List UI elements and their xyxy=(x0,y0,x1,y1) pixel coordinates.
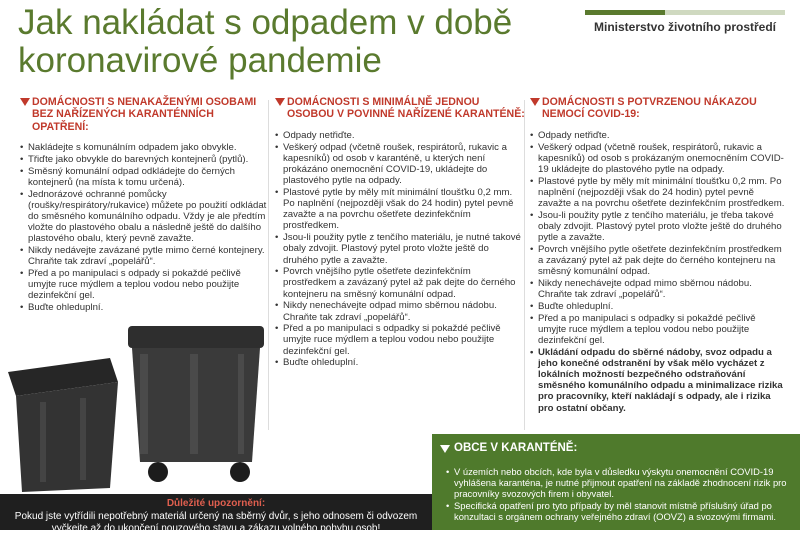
list-item: • Nikdy nenechávejte odpad mimo sběrnou nádobu. Chraňte tak zdraví „popelářů“. xyxy=(530,278,785,300)
municipalities-quarantine-box xyxy=(432,434,800,530)
title-line-1: Jak nakládat s odpadem v době xyxy=(18,3,513,42)
box-heading: OBCE V KARANTÉNĚ: xyxy=(440,442,577,454)
ministry-accent-bar xyxy=(585,10,785,15)
notice-text: Pokud jste vytřídili nepotřebný materiál určený na sběrný dvůr, s jeho odnosem či odvozem vyčkejte až do ukončení nouzového stavu a zákazu volného pohybu osob! xyxy=(14,510,418,534)
list-item: • Jsou-li použity pytle z tenčího materiálu, je nutné takové obaly zdvojit. Plastový pytel proto vložte ještě do druhého pytle a zavažte. xyxy=(275,232,525,266)
instruction-list xyxy=(530,130,785,414)
list-item: • Třiďte jako obvykle do barevných kontejnerů (pytlů). xyxy=(20,154,270,165)
notice-title: Důležité upozornění: xyxy=(166,498,266,509)
waste-bins-illustration xyxy=(0,312,280,492)
list-item: • Specifická opatření pro tyto případy by měl stanovit místně příslušný úřad po konzultaci s orgánem ochrany veřejného zdraví (OOVZ) a svozovými firmami. xyxy=(446,500,792,522)
important-notice-box xyxy=(0,494,432,534)
column-heading: DOMÁCNOSTI S MINIMÁLNĚ JEDNOU OSOBOU V POVINNÉ NAŘÍZENÉ KARANTÉNĚ: xyxy=(275,96,525,121)
instruction-list xyxy=(20,142,270,313)
page-title xyxy=(18,4,578,80)
large-bin-icon xyxy=(128,326,264,482)
list-item: • Nakládejte s komunálním odpadem jako obvykle. xyxy=(20,142,270,153)
small-bin-icon xyxy=(8,358,118,492)
list-item: • Povrch vnějšího pytle ošetřete dezinfekčním prostředkem a zavázaný pytel až pak dejte do černého kontejneru na směsný komunální odpad. xyxy=(275,266,525,300)
list-item: • Před a po manipulaci s odpadky si pokaždé pečlivě umyjte ruce mýdlem a teplou vodou nebo použijte dezinfekční gel. xyxy=(275,323,525,357)
list-item: • Buďte ohleduplní. xyxy=(20,302,270,313)
list-item: • Jednorázové ochranné pomůcky (roušky/respirátory/rukavice) můžete po použití odkládat do směsného komunálního odpadu. Vždy je ale předtím vložte do plastového obalu a následně ještě do dalšího plastového obalu, který pevně zavažte. xyxy=(20,189,270,245)
column-uninfected xyxy=(20,96,270,314)
triangle-marker-icon xyxy=(20,98,30,106)
ministry-name: Ministerstvo životního prostředí xyxy=(594,20,777,34)
column-quarantine xyxy=(275,96,525,369)
triangle-marker-icon xyxy=(275,98,285,106)
column-heading: DOMÁCNOSTI S POTVRZENOU NÁKAZOU NEMOCÍ COVID-19: xyxy=(530,96,785,121)
instruction-list xyxy=(446,466,792,523)
list-item: • Veškerý odpad (včetně roušek, respirátorů, rukavic a kapesníků) od osob s prokázaným onemocněním COVID-19 ukládejte do plastového pytle na odpady. xyxy=(530,142,785,176)
column-heading: DOMÁCNOSTI S NENAKAŽENÝMI OSOBAMI BEZ NAŘÍZENÝCH KARANTÉNNÍCH OPATŘENÍ: xyxy=(20,96,270,133)
list-item: • Před a po manipulaci s odpadky si pokaždé pečlivě umyjte ruce mýdlem a teplou vodou nebo použijte dezinfekční gel. xyxy=(530,313,785,347)
column-confirmed-covid xyxy=(530,96,785,414)
list-item: • Před a po manipulaci s odpady si pokaždé pečlivě umyjte ruce mýdlem a teplou vodou nebo použijte dezinfekční gel. xyxy=(20,268,270,302)
list-item: • V územích nebo obcích, kde byla v důsledku výskytu onemocnění COVID-19 vyhlášena karanténa, je nutné přijmout opatření na základě zhodnocení rizik pro pracovníky svozových firem i obyvatel. xyxy=(446,466,792,499)
list-item: • Plastové pytle by měly mít minimální tloušťku 0,2 mm. Po naplnění (nejpozději však do 24 hodin) pytel pevně zavažte a na povrchu ošetřete dezinfekčním prostředkem. xyxy=(275,187,525,232)
list-item: • Odpady netřiďte. xyxy=(275,130,525,141)
list-item: • Plastové pytle by měly mít minimální tloušťku 0,2 mm. Po naplnění (nejpozději však do 24 hodin) pytel pevně zavažte a na povrchu ošetřete dezinfekčním prostředkem. xyxy=(530,176,785,210)
list-item: • Buďte ohleduplní. xyxy=(530,301,785,312)
list-item: • Nikdy nenechávejte odpad mimo sběrnou nádobu. Chraňte tak zdraví „popelářů“. xyxy=(275,300,525,322)
triangle-marker-icon xyxy=(530,98,540,106)
list-item: • Buďte ohleduplní. xyxy=(275,357,525,368)
list-item: • Odpady netřiďte. xyxy=(530,130,785,141)
list-item: • Směsný komunální odpad odkládejte do černých kontejnerů (na místa k tomu určená). xyxy=(20,166,270,188)
list-item: • Veškerý odpad (včetně roušek, respirátorů, rukavic a kapesníků) od osob v karanténě, u kterých není prokázáno onemocnění COVID-19, ukládejte do plastového pytle na odpady. xyxy=(275,142,525,187)
list-item: • Nikdy nedávejte zavázané pytle mimo černé kontejnery. Chraňte tak zdraví „popelářů“. xyxy=(20,245,270,267)
triangle-marker-icon xyxy=(440,445,450,453)
list-item: • Povrch vnějšího pytle ošetřete dezinfekčním prostředkem a zavázaný pytel až pak dejte do černého kontejneru na směsný komunální odpad. xyxy=(530,244,785,278)
title-line-2: koronavirové pandemie xyxy=(18,41,382,80)
list-item: • Jsou-li použity pytle z tenčího materiálu, je třeba takové obaly zdvojit. Plastový pytel proto vložte ještě do druhého pytle a zavažte. xyxy=(530,210,785,244)
instruction-list xyxy=(275,130,525,369)
list-item: • Ukládání odpadu do sběrné nádoby, svoz odpadu a jeho konečné odstranění by však mělo vycházet z lokálních možností bezpečného odstraňování směsného komunálního odpadu a minimalizace rizika pro pracovníky, kteří nakládají s odpady, ale i rizika pro ostatní občany. xyxy=(530,347,785,414)
